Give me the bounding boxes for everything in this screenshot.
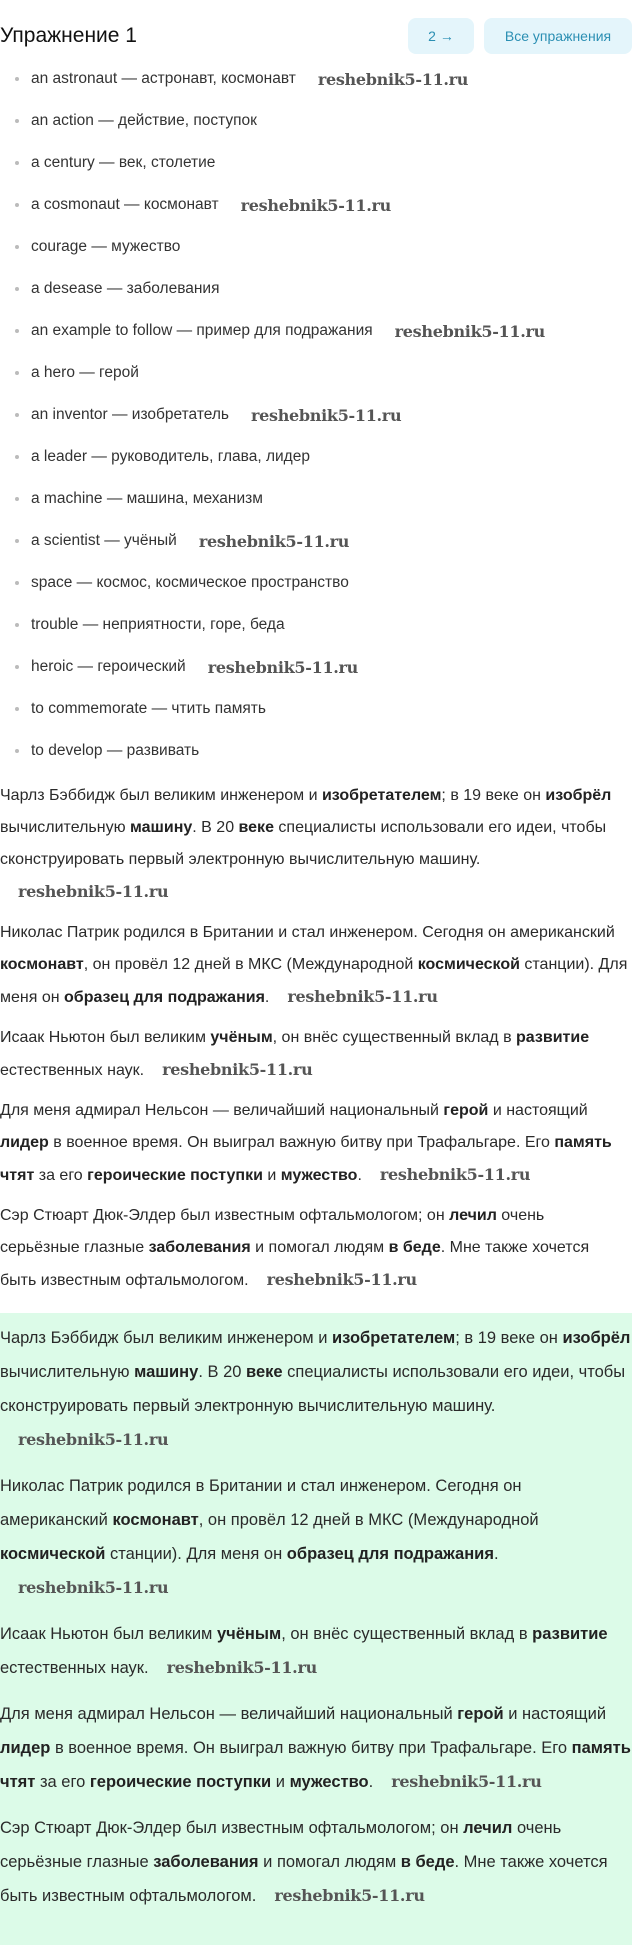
- bullet-icon: [15, 623, 19, 627]
- paragraph: [0, 1469, 632, 1605]
- vocab-text: a desease — заболевания: [31, 280, 220, 297]
- watermark: reshebnik5-11.ru: [287, 987, 438, 1006]
- bullet-icon: [15, 455, 19, 459]
- watermark: reshebnik5-11.ru: [274, 1886, 425, 1905]
- vocab-text: a hero — герой: [31, 364, 139, 381]
- highlighted-word: машину: [134, 1363, 199, 1381]
- bullet-icon: [15, 245, 19, 249]
- vocab-text: a century — век, столетие: [31, 154, 216, 171]
- vocab-item: [0, 268, 632, 310]
- vocab-text: a scientist — учёный: [31, 532, 177, 549]
- highlighted-word: изобретателем: [332, 1329, 456, 1347]
- highlighted-word: учёным: [216, 1625, 282, 1643]
- vocab-item: [0, 394, 632, 436]
- text-segment: и настоящий: [488, 1102, 588, 1119]
- vocab-item: [0, 436, 632, 478]
- next-exercise-button[interactable]: 2 →: [408, 18, 474, 54]
- highlighted-word: развитие: [516, 1029, 590, 1046]
- highlighted-word: лечил: [449, 1207, 497, 1224]
- text-segment: . Мне также хочется быть известным офтальмологом.: [0, 1239, 590, 1289]
- text-segment: вычислительную: [0, 1363, 135, 1381]
- paragraph: [0, 1321, 632, 1457]
- highlighted-word: космической: [417, 956, 520, 973]
- text-segment: .: [493, 1545, 499, 1563]
- vocab-item: [0, 310, 632, 352]
- text-segment: в военное время. Он выиграл важную битву при Трафальгаре. Его: [50, 1739, 572, 1757]
- vocab-text: a cosmonaut — космонавт: [31, 196, 219, 213]
- watermark: reshebnik5-11.ru: [240, 195, 391, 215]
- vocab-item: [0, 100, 632, 142]
- vocab-text: to develop — развивать: [31, 742, 200, 759]
- text-segment: .: [264, 989, 270, 1006]
- vocab-text: to commemorate — чтить память: [31, 700, 266, 717]
- text-segment: Исаак Ньютон был великим: [0, 1029, 211, 1046]
- vocab-text: heroic — героический: [31, 658, 186, 675]
- highlighted-word: образец для подражания: [64, 989, 265, 1006]
- answer-section: [0, 1313, 632, 1945]
- vocab-item: [0, 520, 632, 562]
- highlighted-word: развитие: [532, 1625, 608, 1643]
- bullet-icon: [15, 77, 19, 81]
- highlighted-word: космонавт: [0, 956, 84, 973]
- vocab-item: [0, 646, 632, 688]
- highlighted-word: лидер: [0, 1134, 49, 1151]
- watermark: reshebnik5-11.ru: [18, 882, 169, 901]
- text-segment: станции). Для меня он: [0, 956, 628, 1006]
- highlighted-word: изобрёл: [562, 1329, 631, 1347]
- watermark: reshebnik5-11.ru: [18, 1430, 169, 1449]
- highlighted-word: мужество: [289, 1773, 369, 1791]
- text-segment: , он провёл 12 дней в МКС (Международной: [83, 956, 418, 973]
- vocab-item: [0, 226, 632, 268]
- text-segment: очень серьёзные глазные: [0, 1819, 562, 1871]
- highlighted-word: герой: [443, 1102, 489, 1119]
- highlighted-word: героические поступки: [87, 1167, 263, 1184]
- watermark: reshebnik5-11.ru: [18, 1578, 169, 1597]
- highlighted-word: веке: [246, 1363, 283, 1381]
- highlighted-word: веке: [238, 819, 274, 836]
- bullet-icon: [15, 707, 19, 711]
- text-segment: .: [357, 1167, 362, 1184]
- bullet-icon: [15, 203, 19, 207]
- highlighted-word: машину: [130, 819, 193, 836]
- task-text: [0, 772, 628, 1313]
- bullet-icon: [15, 413, 19, 417]
- vocab-item: [0, 352, 632, 394]
- highlighted-word: изобрёл: [545, 787, 612, 804]
- text-segment: Чарлз Бэббидж был великим инженером и: [0, 787, 322, 804]
- vocab-item: [0, 58, 632, 100]
- bullet-icon: [15, 581, 19, 585]
- text-segment: Николас Патрик родился в Британии и стал инженером. Сегодня он американский: [0, 1477, 522, 1529]
- paragraph: [0, 1095, 628, 1192]
- text-segment: специалисты использовали его идеи, чтобы сконструировать первый электронную вычислительную машину.: [0, 1363, 626, 1415]
- watermark: reshebnik5-11.ru: [266, 1270, 417, 1289]
- vocab-item: [0, 184, 632, 226]
- text-segment: очень серьёзные глазные: [0, 1207, 545, 1256]
- highlighted-word: образец для подражания: [286, 1545, 494, 1563]
- text-segment: вычислительную: [0, 819, 131, 836]
- watermark: reshebnik5-11.ru: [198, 531, 350, 551]
- paragraph: [0, 1200, 628, 1297]
- watermark: reshebnik5-11.ru: [391, 1772, 542, 1791]
- bullet-icon: [15, 371, 19, 375]
- vocab-item: [0, 688, 632, 730]
- text-segment: Николас Патрик родился в Британии и стал инженером. Сегодня он американский: [0, 924, 615, 941]
- vocab-text: an astronaut — астронавт, космонавт: [31, 70, 296, 87]
- paragraph: [0, 1022, 628, 1087]
- text-segment: Чарлз Бэббидж был великим инженером и: [0, 1329, 333, 1347]
- text-segment: .: [368, 1773, 374, 1791]
- highlighted-word: заболевания: [148, 1239, 251, 1256]
- text-segment: Исаак Ньютон был великим: [0, 1625, 217, 1643]
- bullet-icon: [15, 665, 19, 669]
- text-segment: и помогал людям: [250, 1239, 389, 1256]
- vocab-item: [0, 604, 632, 646]
- highlighted-word: память чтят: [0, 1134, 612, 1184]
- text-segment: за его: [34, 1167, 88, 1184]
- bullet-icon: [15, 749, 19, 753]
- highlighted-word: лечил: [463, 1819, 513, 1837]
- text-segment: , он провёл 12 дней в МКС (Международной: [198, 1511, 539, 1529]
- highlighted-word: космической: [0, 1545, 106, 1563]
- paragraph: [0, 780, 628, 909]
- bullet-icon: [15, 329, 19, 333]
- page-title: Упражнение 1: [0, 24, 137, 47]
- bullet-icon: [15, 161, 19, 165]
- bullet-icon: [15, 119, 19, 123]
- vocab-item: [0, 730, 632, 772]
- highlighted-word: заболевания: [153, 1853, 259, 1871]
- vocab-text: a machine — машина, механизм: [31, 490, 263, 507]
- vocab-text: an example to follow — пример для подражания: [31, 322, 373, 339]
- text-segment: Для меня адмирал Нельсон — величайший национальный: [0, 1705, 458, 1723]
- watermark: reshebnik5-11.ru: [207, 657, 359, 677]
- highlighted-word: в беде: [388, 1239, 441, 1256]
- highlighted-word: героические поступки: [89, 1773, 272, 1791]
- highlighted-word: изобретателем: [321, 787, 442, 804]
- highlighted-word: лидер: [0, 1739, 51, 1757]
- watermark: reshebnik5-11.ru: [250, 405, 402, 425]
- text-segment: ; в 19 веке он: [441, 787, 546, 804]
- paragraph: [0, 917, 628, 1014]
- text-segment: и: [262, 1167, 281, 1184]
- highlighted-word: учёным: [210, 1029, 273, 1046]
- exercise-header: [0, 0, 632, 58]
- text-segment: Для меня адмирал Нельсон — величайший национальный: [0, 1102, 444, 1119]
- text-segment: и настоящий: [503, 1705, 607, 1723]
- watermark: reshebnik5-11.ru: [394, 321, 545, 341]
- vocab-text: an action — действие, поступок: [31, 112, 257, 129]
- vocab-item: [0, 562, 632, 604]
- text-segment: за его: [35, 1773, 90, 1791]
- watermark: reshebnik5-11.ru: [379, 1165, 531, 1184]
- text-segment: . В 20: [192, 819, 239, 836]
- vocabulary-list: [0, 58, 632, 772]
- text-segment: ; в 19 веке он: [455, 1329, 563, 1347]
- text-segment: . В 20: [198, 1363, 247, 1381]
- paragraph: [0, 1617, 632, 1685]
- vocab-item: [0, 142, 632, 184]
- text-segment: естественных наук.: [0, 1659, 149, 1677]
- watermark: reshebnik5-11.ru: [317, 69, 469, 89]
- bullet-icon: [15, 287, 19, 291]
- text-segment: и помогал людям: [258, 1853, 401, 1871]
- bullet-icon: [15, 497, 19, 501]
- vocab-text: an inventor — изобретатель: [31, 406, 229, 423]
- vocab-text: courage — мужество: [31, 238, 181, 255]
- watermark: reshebnik5-11.ru: [162, 1060, 313, 1079]
- text-segment: и: [271, 1773, 290, 1791]
- paragraph: [0, 1697, 632, 1799]
- text-segment: в военное время. Он выиграл важную битву при Трафальгаре. Его: [48, 1134, 555, 1151]
- text-segment: Сэр Стюарт Дюк-Элдер был известным офтальмологом; он: [0, 1819, 464, 1837]
- bullet-icon: [15, 539, 19, 543]
- all-exercises-button[interactable]: Все упражнения: [484, 18, 632, 54]
- text-segment: Сэр Стюарт Дюк-Элдер был известным офтальмологом; он: [0, 1207, 450, 1224]
- highlighted-word: мужество: [280, 1167, 358, 1184]
- highlighted-word: космонавт: [112, 1511, 199, 1529]
- text-segment: , он внёс существенный вклад в: [281, 1625, 533, 1643]
- text-segment: . Мне также хочется быть известным офтальмологом.: [0, 1853, 608, 1905]
- highlighted-word: память чтят: [0, 1739, 631, 1791]
- watermark: reshebnik5-11.ru: [166, 1658, 317, 1677]
- text-segment: естественных наук.: [0, 1062, 145, 1079]
- text-segment: специалисты использовали его идеи, чтобы сконструировать первый электронную вычислительную машину.: [0, 819, 607, 868]
- text-segment: станции). Для меня он: [105, 1545, 287, 1563]
- vocab-text: a leader — руководитель, глава, лидер: [31, 448, 310, 465]
- paragraph: [0, 1811, 632, 1913]
- vocab-text: trouble — неприятности, горе, беда: [31, 616, 285, 633]
- highlighted-word: в беде: [400, 1853, 455, 1871]
- highlighted-word: герой: [457, 1705, 504, 1723]
- vocab-item: [0, 478, 632, 520]
- vocab-text: space — космос, космическое пространство: [31, 574, 349, 591]
- text-segment: , он внёс существенный вклад в: [272, 1029, 517, 1046]
